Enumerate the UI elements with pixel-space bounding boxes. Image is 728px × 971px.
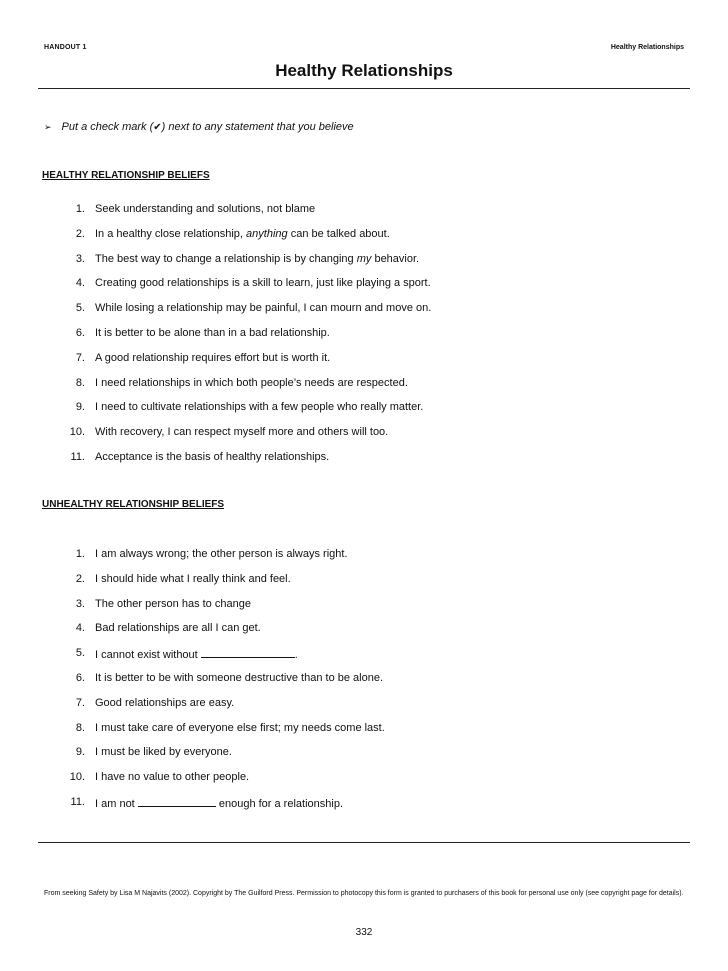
arrow-bullet-icon: ➢: [44, 121, 52, 132]
page-title: Healthy Relationships: [275, 61, 453, 80]
item-text: [95, 376, 408, 401]
item-number: 7.: [75, 696, 85, 709]
item-text: [95, 252, 419, 277]
running-header-title: Healthy Relationships: [610, 44, 684, 51]
item-number: 8.: [75, 376, 85, 389]
item-number: 3.: [75, 252, 85, 265]
list-item: [60, 696, 385, 721]
item-text: [95, 450, 329, 475]
item-text-main: Bad relationships are all I can get.: [95, 622, 261, 635]
item-text-main: I need relationships in which both people’s needs are respected.: [95, 376, 408, 389]
item-number: 7.: [75, 351, 85, 364]
item-text-main: Good relationships are easy.: [95, 696, 235, 709]
instruction-line: [44, 121, 354, 133]
item-text: [95, 276, 431, 301]
list-item: [60, 400, 431, 425]
item-number: 3.: [75, 597, 85, 610]
item-text-main: I need to cultivate relationships with a few people who really matter.: [95, 401, 424, 414]
unhealthy-section-heading: UNHEALTHY RELATIONSHIP BELIEFS: [42, 499, 225, 510]
item-text: [95, 425, 388, 450]
item-text-main: In a healthy close relationship,: [95, 227, 247, 240]
item-number: 9.: [75, 746, 85, 759]
list-item: [60, 547, 385, 572]
item-number: 11.: [70, 450, 85, 463]
item-text: [95, 547, 348, 572]
item-text-main: While losing a relationship may be painful, I can mourn and move on.: [95, 302, 432, 315]
item-text-main: I must be liked by everyone.: [95, 746, 232, 759]
item-text-main: I am not: [95, 797, 138, 810]
item-number: 1.: [75, 548, 85, 560]
item-text-main: Acceptance is the basis of healthy relationships.: [95, 450, 330, 463]
item-text: [95, 301, 431, 326]
item-text: [95, 400, 423, 425]
copyright-footer: From seeking Safety by Lisa M Najavits (2002). Copyright by The Guilford Press. Permission to photocopy this form is granted to purchasers of this book for personal use only (see copyright page for details).: [44, 890, 684, 897]
item-text-main: I must take care of everyone else first; my needs come last.: [95, 721, 385, 734]
item-text-main: A good relationship requires effort but is worth it.: [95, 351, 331, 364]
item-number: 8.: [75, 721, 85, 734]
fill-in-blank: [138, 795, 216, 807]
healthy-section-heading: HEALTHY RELATIONSHIP BELIEFS: [42, 170, 210, 181]
item-text-main: It is better to be with someone destructive than to be alone.: [95, 671, 384, 684]
item-number: 2.: [75, 227, 85, 240]
item-number: 10.: [69, 771, 85, 784]
item-text: [95, 770, 249, 795]
item-number: 1.: [75, 203, 85, 215]
item-number: 2.: [75, 572, 85, 585]
item-text: [95, 572, 291, 597]
item-text: [95, 795, 343, 820]
item-text-main: It is better to be alone than in a bad relationship.: [95, 326, 330, 339]
handout-label: HANDOUT 1: [44, 44, 87, 51]
item-text-main: With recovery, I can respect myself more and others will too.: [95, 426, 389, 439]
list-item: [60, 252, 431, 277]
item-number: 11.: [70, 795, 85, 808]
item-number: 4.: [75, 622, 85, 635]
item-text-emphasis: my: [356, 252, 372, 265]
list-item: [60, 795, 385, 820]
check-mark-icon: ✔: [153, 121, 162, 133]
list-item: [60, 770, 385, 795]
item-text: [95, 227, 390, 252]
item-text: [95, 202, 315, 227]
list-item: [60, 450, 431, 475]
item-text-main: I cannot exist without: [95, 649, 201, 662]
list-item: [60, 646, 385, 671]
item-text: [95, 696, 234, 721]
item-number: 6.: [75, 671, 85, 684]
list-item: [60, 326, 431, 351]
item-text: [95, 621, 261, 646]
item-text: [95, 671, 383, 696]
list-item: [60, 597, 385, 622]
item-text-main: I have no value to other people.: [95, 771, 250, 784]
item-number: 10.: [69, 426, 85, 439]
list-item: [60, 621, 385, 646]
list-item: [60, 721, 385, 746]
healthy-beliefs-list: [60, 202, 431, 475]
item-text: [95, 646, 298, 671]
item-text-main: Creating good relationships is a skill to learn, just like playing a sport.: [95, 277, 431, 290]
item-text: [95, 326, 330, 351]
item-text-end: .: [294, 649, 298, 662]
top-divider: [38, 88, 690, 89]
unhealthy-beliefs-list: [60, 547, 385, 820]
item-text: [95, 597, 251, 622]
item-number: 5.: [75, 647, 85, 660]
item-text-main: Seek understanding and solutions, not blame: [95, 203, 316, 215]
list-item: [60, 276, 431, 301]
item-text-end: enough for a relationship.: [215, 797, 343, 810]
list-item: [60, 572, 385, 597]
bottom-divider: [38, 842, 690, 843]
item-text-main: The other person has to change: [95, 597, 251, 610]
list-item: [60, 376, 431, 401]
page-number: 332: [355, 927, 373, 938]
list-item: [60, 351, 431, 376]
item-text: [95, 351, 330, 376]
item-number: 9.: [75, 401, 85, 414]
item-text: [95, 745, 232, 770]
item-number: 4.: [75, 277, 85, 290]
fill-in-blank: [201, 646, 295, 658]
item-text-end: can be talked about.: [287, 227, 390, 240]
instruction-text-before: Put a check mark (: [61, 121, 154, 133]
list-item: [60, 202, 431, 227]
item-number: 6.: [75, 326, 85, 339]
item-text-main: I should hide what I really think and feel.: [95, 572, 291, 585]
item-text-main: The best way to change a relationship is by changing: [95, 252, 357, 265]
list-item: [60, 301, 431, 326]
item-text: [95, 721, 385, 746]
item-text-end: behavior.: [371, 252, 420, 265]
item-text-emphasis: anything: [246, 227, 288, 240]
item-number: 5.: [75, 302, 85, 315]
list-item: [60, 671, 385, 696]
item-text-main: I am always wrong; the other person is always right.: [95, 548, 348, 560]
list-item: [60, 227, 431, 252]
list-item: [60, 745, 385, 770]
instruction-text-after: ) next to any statement that you believe: [161, 121, 354, 133]
list-item: [60, 425, 431, 450]
